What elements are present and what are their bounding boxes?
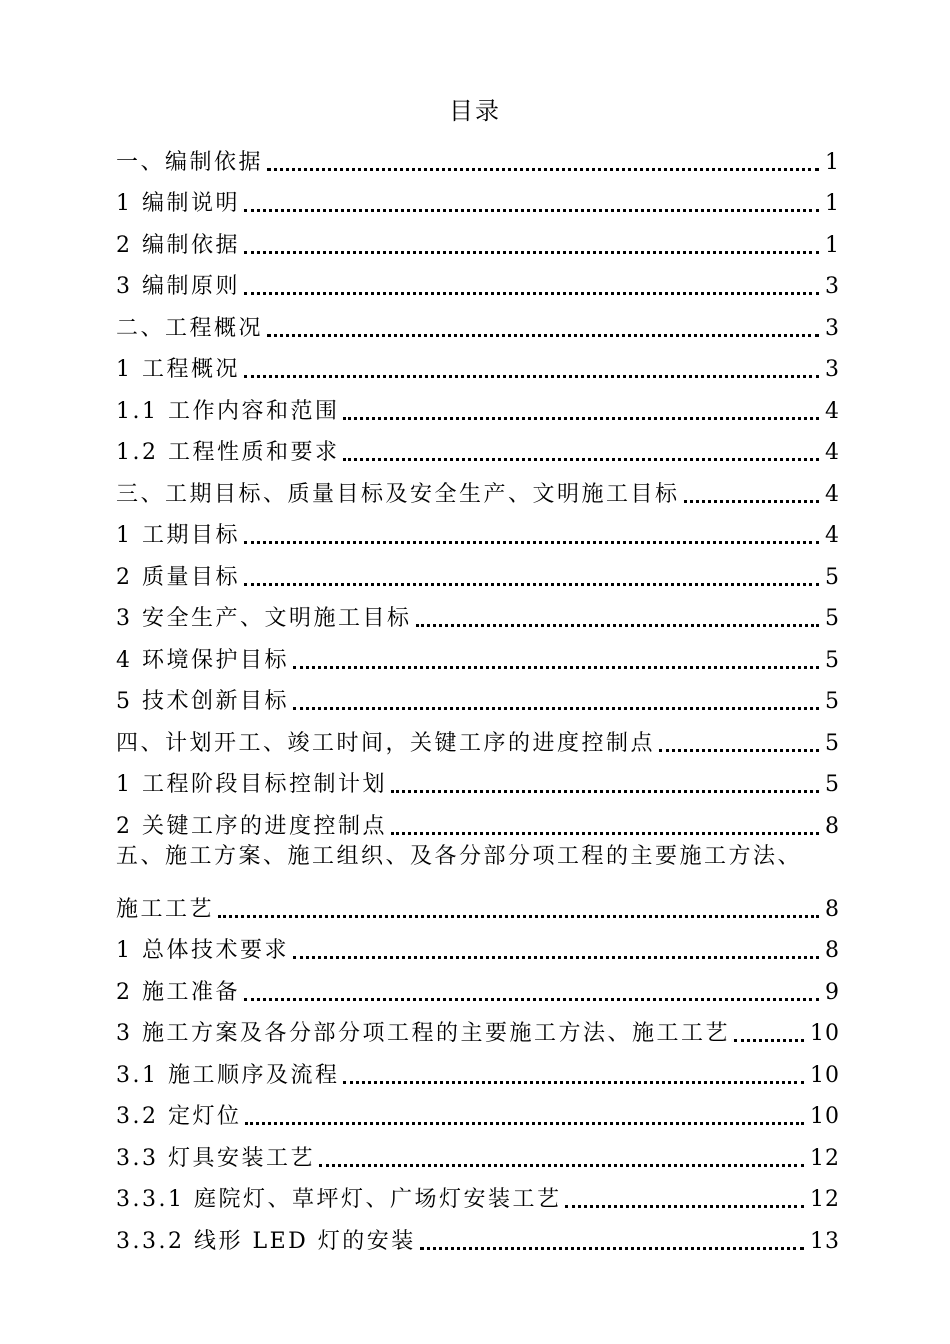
toc-page-number: 5 bbox=[825, 730, 840, 756]
toc-entry[interactable] bbox=[116, 1049, 840, 1091]
dot-leader bbox=[391, 770, 819, 800]
toc-entry[interactable] bbox=[116, 510, 840, 552]
dot-leader bbox=[416, 604, 820, 634]
dot-leader bbox=[391, 812, 819, 842]
toc-entry[interactable] bbox=[116, 842, 840, 884]
toc-entry[interactable] bbox=[116, 344, 840, 386]
dot-leader bbox=[319, 1144, 804, 1174]
toc-page-number: 1 bbox=[825, 149, 840, 175]
toc-page-number: 8 bbox=[825, 813, 840, 839]
toc-entry[interactable] bbox=[116, 925, 840, 967]
dot-leader bbox=[293, 646, 819, 676]
toc-page-number: 9 bbox=[825, 979, 840, 1005]
dot-leader bbox=[293, 687, 819, 717]
toc-page-number: 8 bbox=[825, 938, 840, 963]
dot-leader bbox=[343, 438, 819, 468]
toc-entry[interactable] bbox=[116, 178, 840, 220]
toc-entry-title: 3.3.1 庭院灯、草坪灯、广场灯安装工艺 bbox=[116, 1187, 562, 1212]
dot-leader bbox=[244, 272, 819, 302]
dot-leader bbox=[734, 1019, 804, 1049]
toc-page-number: 1 bbox=[825, 191, 840, 216]
toc-entry[interactable] bbox=[116, 966, 840, 1008]
toc-entry[interactable] bbox=[116, 1091, 840, 1133]
toc-entry[interactable] bbox=[116, 717, 840, 759]
toc-entry-title: 3 施工方案及各分部分项工程的主要施工方法、施工工艺 bbox=[116, 1021, 730, 1046]
toc-entry-title: 1.1 工作内容和范围 bbox=[116, 398, 340, 424]
dot-leader bbox=[267, 314, 819, 344]
dot-leader bbox=[218, 895, 819, 925]
toc-entry[interactable] bbox=[116, 800, 840, 842]
toc-page-number: 13 bbox=[810, 1228, 840, 1254]
toc-page-number: 3 bbox=[825, 315, 840, 341]
toc-entry-title: 4 环境保护目标 bbox=[116, 647, 289, 673]
toc-entry-title: 施工工艺 bbox=[116, 896, 215, 922]
dot-leader bbox=[244, 521, 819, 551]
dot-leader bbox=[684, 480, 819, 510]
toc-page-number: 8 bbox=[825, 896, 840, 922]
toc-page-number: 4 bbox=[825, 481, 840, 507]
toc-entry[interactable] bbox=[116, 468, 840, 510]
toc-entry-title: 2 关键工序的进度控制点 bbox=[116, 813, 387, 839]
dot-leader bbox=[420, 1227, 804, 1257]
toc-page-number: 4 bbox=[825, 398, 840, 424]
dot-leader bbox=[245, 1102, 804, 1132]
toc-entry-title: 五、施工方案、施工组织、及各分部分项工程的主要施工方法、 bbox=[116, 843, 803, 869]
toc-page-number: 5 bbox=[825, 606, 840, 631]
toc-entry[interactable] bbox=[116, 1132, 840, 1174]
toc-page-number: 5 bbox=[825, 689, 840, 714]
page-title: 目录 bbox=[449, 97, 501, 125]
toc-entry-title: 三、工期目标、质量目标及安全生产、文明施工目标 bbox=[116, 481, 680, 507]
toc-entry[interactable] bbox=[116, 676, 840, 718]
toc-page-number: 5 bbox=[825, 647, 840, 673]
toc-entry[interactable] bbox=[116, 593, 840, 635]
toc-entry-title: 1 工程概况 bbox=[116, 357, 240, 382]
toc-page-number: 3 bbox=[825, 274, 840, 299]
dot-leader bbox=[343, 397, 819, 427]
toc-entry[interactable] bbox=[116, 1174, 840, 1216]
toc-page-number: 1 bbox=[825, 232, 840, 258]
dot-leader bbox=[293, 936, 819, 966]
toc-entry-title: 3 编制原则 bbox=[116, 274, 240, 299]
toc-page-number: 3 bbox=[825, 357, 840, 382]
dot-leader bbox=[244, 231, 819, 261]
toc-entry-title: 1 工期目标 bbox=[116, 523, 240, 548]
toc-page-number: 5 bbox=[825, 772, 840, 797]
dot-leader bbox=[244, 563, 819, 593]
toc-entry-title: 2 质量目标 bbox=[116, 564, 240, 590]
toc-entry-title: 2 施工准备 bbox=[116, 979, 240, 1005]
toc-entry[interactable] bbox=[116, 302, 840, 344]
toc-page-number: 5 bbox=[825, 564, 840, 590]
toc-entry-title: 1 总体技术要求 bbox=[116, 938, 289, 963]
toc-entry[interactable] bbox=[116, 1215, 840, 1257]
dot-leader bbox=[565, 1185, 804, 1215]
toc-entry-title: 1.2 工程性质和要求 bbox=[116, 440, 340, 465]
toc-page-number: 10 bbox=[810, 1021, 840, 1046]
toc-entry-title: 3.1 施工顺序及流程 bbox=[116, 1062, 340, 1088]
toc-entry[interactable] bbox=[116, 136, 840, 178]
dot-leader bbox=[244, 189, 819, 219]
toc-page-number: 12 bbox=[810, 1145, 840, 1171]
toc-page-number: 10 bbox=[810, 1062, 840, 1088]
toc-entry[interactable] bbox=[116, 261, 840, 303]
toc-page-number: 12 bbox=[810, 1187, 840, 1212]
dot-leader bbox=[659, 729, 819, 759]
toc-entry-title: 3.2 定灯位 bbox=[116, 1104, 242, 1129]
dot-leader bbox=[267, 148, 819, 178]
dot-leader bbox=[244, 978, 819, 1008]
toc-entry-title: 1 工程阶段目标控制计划 bbox=[116, 772, 387, 797]
toc-page-number: 4 bbox=[825, 523, 840, 548]
toc-entry-title: 四、计划开工、竣工时间，关键工序的进度控制点 bbox=[116, 730, 656, 756]
toc-entry-title: 3 安全生产、文明施工目标 bbox=[116, 606, 412, 631]
toc-entry[interactable] bbox=[116, 219, 840, 261]
toc-entry-title: 一、编制依据 bbox=[116, 149, 264, 175]
toc-entry[interactable] bbox=[116, 385, 840, 427]
toc-entry-title: 3.3.2 线形 LED 灯的安装 bbox=[116, 1228, 416, 1254]
toc-entry-title: 5 技术创新目标 bbox=[116, 689, 289, 714]
toc-entry-title: 1 编制说明 bbox=[116, 191, 240, 216]
toc-entry[interactable] bbox=[116, 883, 840, 925]
toc-entry[interactable] bbox=[116, 759, 840, 801]
dot-leader bbox=[244, 355, 819, 385]
toc-page-number: 10 bbox=[810, 1104, 840, 1129]
toc-entry-title: 二、工程概况 bbox=[116, 315, 264, 341]
toc-entry[interactable] bbox=[116, 551, 840, 593]
toc-entry-title: 3.3 灯具安装工艺 bbox=[116, 1145, 315, 1171]
toc-list bbox=[116, 136, 840, 1257]
toc-entry[interactable] bbox=[116, 427, 840, 469]
toc-page-number: 4 bbox=[825, 440, 840, 465]
toc-entry[interactable] bbox=[116, 1008, 840, 1050]
toc-entry-title: 2 编制依据 bbox=[116, 232, 240, 258]
toc-entry[interactable] bbox=[116, 634, 840, 676]
dot-leader bbox=[343, 1061, 804, 1091]
